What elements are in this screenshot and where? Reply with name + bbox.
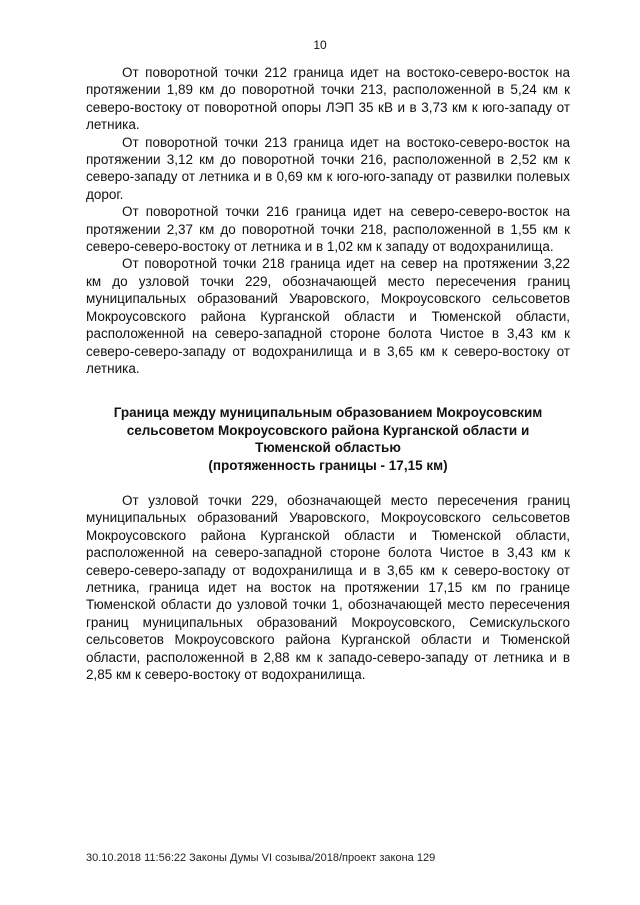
section-heading-line: Граница между муниципальным образованием Мокроусовским bbox=[113, 405, 543, 420]
paragraph: От поворотной точки 216 граница идет на северо-северо-восток на протяжении 2,37 км до поворотной точки 218, расположенной в 1,55 км к северо-северо-востоку от летника и в 1,02 км к западу от водохранилища. bbox=[86, 204, 570, 255]
paragraph: От поворотной точки 212 граница идет на востоко-северо-восток на протяжении 1,89 км до поворотной точки 213, расположенной в 5,24 км к северо-востоку от поворотной опоры ЛЭП 35 кВ и в 3,73 км к юго-западу от летника. bbox=[86, 65, 570, 133]
section-length: (протяженность границы - 17,15 км) bbox=[208, 457, 448, 473]
section-heading-line: Тюменской областью bbox=[255, 440, 401, 455]
paragraph: От поворотной точки 213 граница идет на востоко-северо-восток на протяжении 3,12 км до поворотной точки 216, расположенной в 2,52 км к северо-западу от летника и в 0,69 км к юго-юго-западу от развилки полевых дорог. bbox=[86, 134, 570, 202]
page-number: 10 bbox=[313, 38, 327, 52]
paragraph: От узловой точки 229, обозначающей место пересечения границ муниципальных образований Уваровского, Мокроусовского сельсоветов Мокроусовского района Курганской области и Тюменской области, расположенной на северо-западной стороне болота Чистое в 3,43 км к северо-северо-западу от водохранилища и в 3,65 км к северо-востоку от летника, граница идет на восток на протяжении 17,15 км по границе Тюменской области до узловой точки 1, обозначающей место пересечения границ муниципальных образований Мокроусовского, Семискульского сельсоветов Мокроусовского района Курганской области и Тюменской области, расположенной в 2,88 км к западо-северо-западу от летника и в 2,85 км к северо-востоку от водохранилища. bbox=[86, 493, 570, 683]
section-heading-line: сельсоветом Мокроусовского района Курганской области и bbox=[126, 422, 530, 438]
footer: 30.10.2018 11:56:22 Законы Думы VI созыва/2018/проект закона 129 bbox=[86, 852, 436, 864]
section-body bbox=[86, 492, 570, 683]
paragraph: От поворотной точки 218 граница идет на север на протяжении 3,22 км до узловой точки 229, обозначающей место пересечения границ муниципальных образований Уваровского, Мокроусовского сельсоветов Мокроусовского района Курганской области и Тюменской области, расположенной на северо-западной стороне болота Чистое в 3,43 км к северо-северо-западу от водохранилища и в 3,65 км к северо-востоку от летника. bbox=[86, 256, 570, 376]
boundary-description bbox=[86, 64, 570, 377]
section-heading bbox=[86, 404, 570, 474]
